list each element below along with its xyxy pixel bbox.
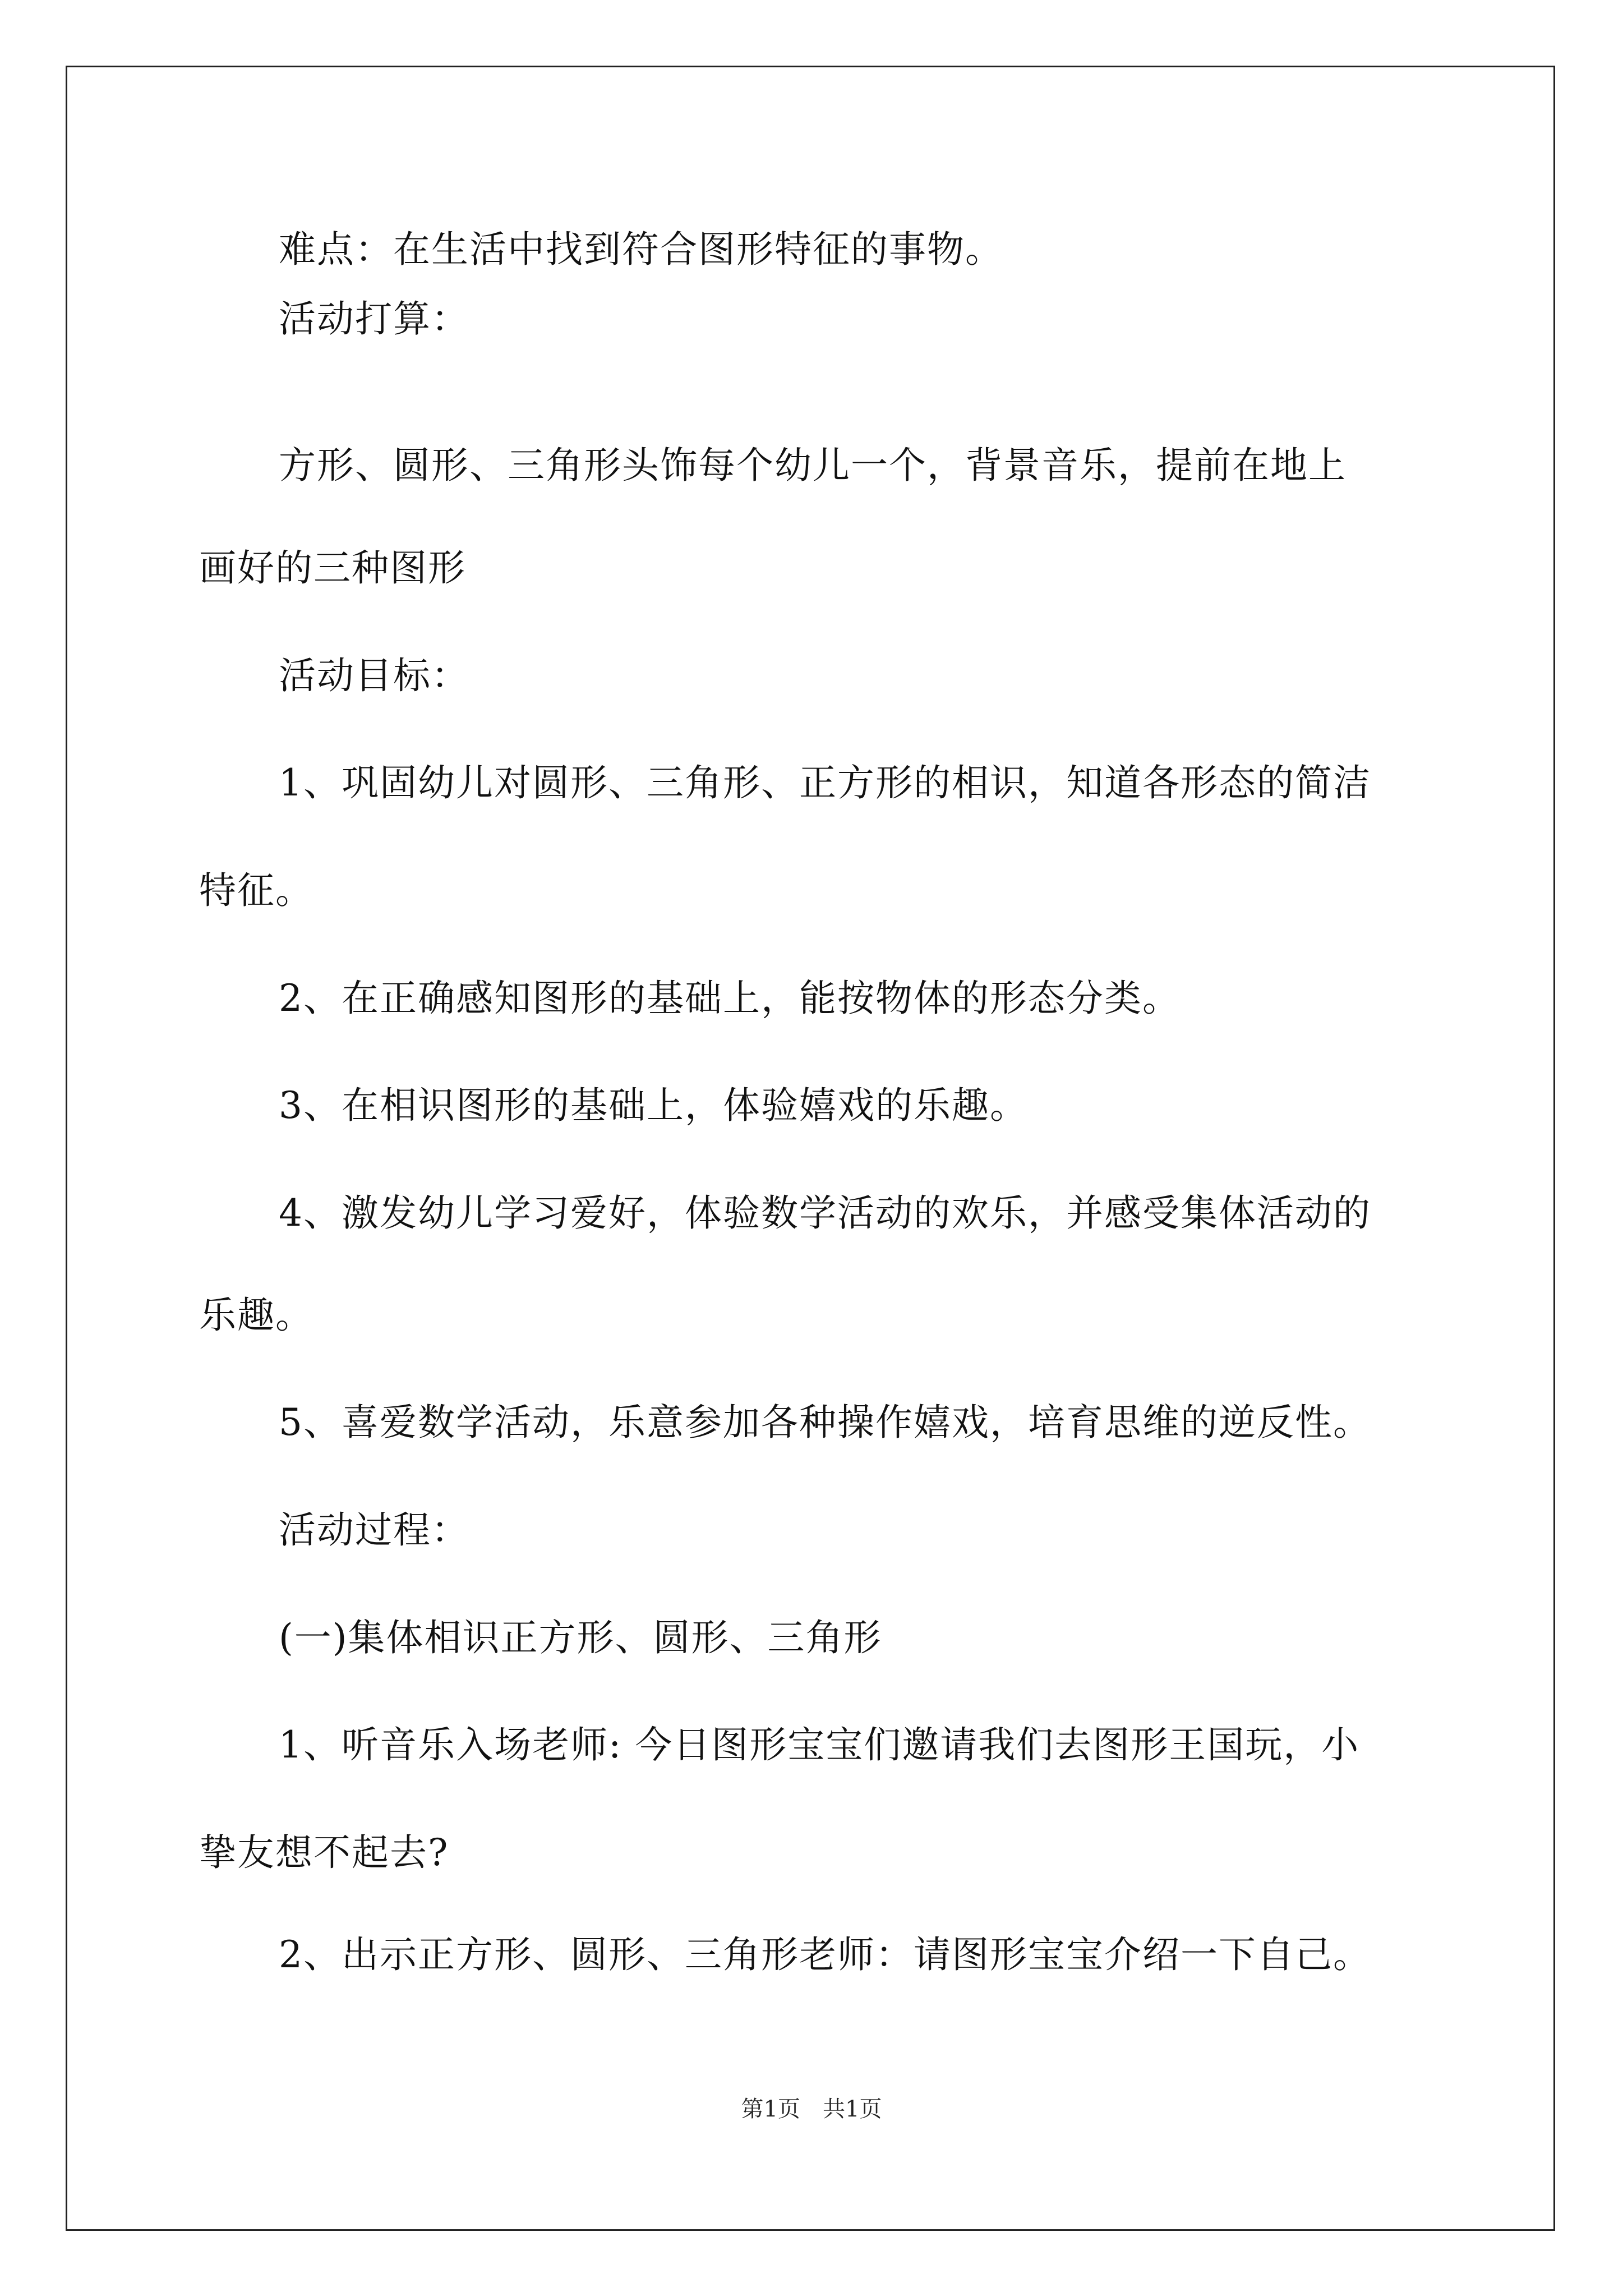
process-step-1-line2: 挚友想不起去? — [199, 1831, 449, 1874]
objective-3: 3、在相识图形的基础上，体验嬉戏的乐趣。 — [279, 1084, 1028, 1127]
heading-process: 活动过程： — [279, 1508, 469, 1552]
process-step-1-line1: 1、听音乐入场老师: 今日图形宝宝们邀请我们去图形王国玩，小 — [279, 1723, 1360, 1766]
page-footer: 第1页 共1页 — [741, 2096, 882, 2122]
heading-objectives: 活动目标： — [279, 654, 469, 697]
objective-1-line2: 特征。 — [199, 869, 313, 912]
paragraph-difficulty: 难点：在生活中找到符合图形特征的事物。 — [279, 228, 1003, 271]
objective-2: 2、在正确感知图形的基础上，能按物体的形态分类。 — [279, 977, 1181, 1020]
heading-preparation: 活动打算： — [279, 297, 469, 341]
objective-1-line1: 1、巩固幼儿对圆形、三角形、正方形的相识，知道各形态的简洁 — [279, 761, 1371, 804]
page-border — [66, 66, 1555, 2231]
objective-5: 5、喜爱数学活动，乐意参加各种操作嬉戏，培育思维的逆反性。 — [279, 1401, 1371, 1444]
paragraph-materials-line1: 方形、圆形、三角形头饰每个幼儿一个，背景音乐，提前在地上 — [279, 444, 1347, 487]
process-section-1: (一)集体相识正方形、圆形、三角形 — [279, 1616, 882, 1659]
objective-4-line1: 4、激发幼儿学习爱好，体验数学活动的欢乐，并感受集体活动的 — [279, 1191, 1371, 1235]
process-step-2: 2、出示正方形、圆形、三角形老师：请图形宝宝介绍一下自己。 — [279, 1933, 1371, 1976]
objective-4-line2: 乐趣。 — [199, 1294, 313, 1337]
paragraph-materials-line2: 画好的三种图形 — [199, 546, 466, 590]
